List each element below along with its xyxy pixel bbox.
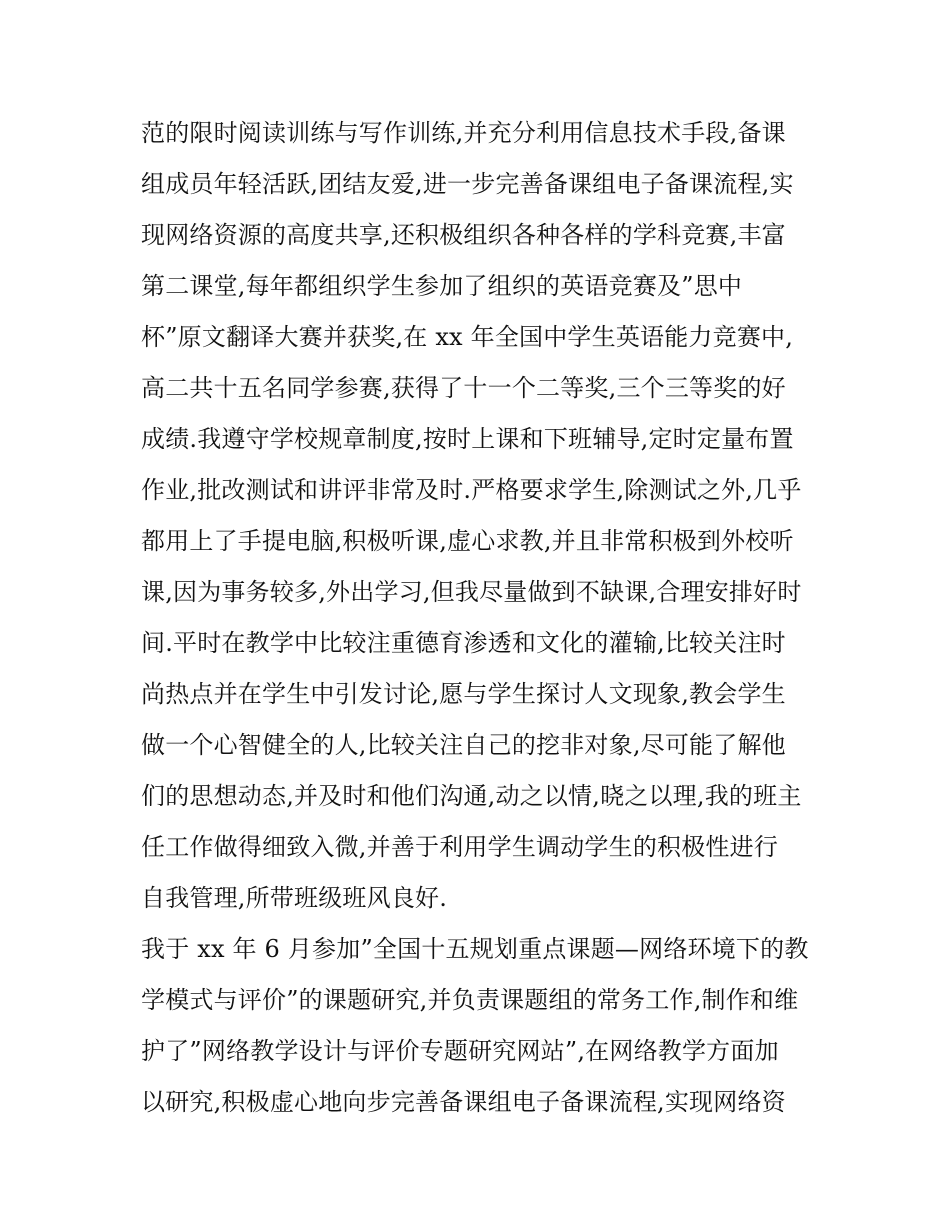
text-line: 做一个心智健全的人,比较关注自己的挖非对象,尽可能了解他 [141,731,786,759]
text-line: 成绩.我遵守学校规章制度,按时上课和下班辅导,定时定量布置 [141,425,794,453]
text-line: 们的思想动态,并及时和他们沟通,动之以情,晓之以理,我的班主 [141,782,802,810]
text-line: 以研究,积极虚心地向步完善备课组电子备课流程,实现网络资 [141,1088,786,1116]
text-line: 护了”网络教学设计与评价专题研究网站”,在网络教学方面加 [141,1037,779,1065]
text-line: 范的限时阅读训练与写作训练,并充分利用信息技术手段,备课 [141,119,786,147]
text-line: 组成员年轻活跃,团结友爱,进一步完善备课组电子备课流程,实 [141,170,794,198]
text-line: 自我管理,所带班级班风良好. [141,884,448,912]
text-line: 现网络资源的高度共享,还积极组织各种各样的学科竞赛,丰富 [141,221,786,249]
text-line: 间.平时在教学中比较注重德育渗透和文化的灌输,比较关注时 [141,629,786,657]
text-line: 作业,批改测试和讲评非常及时.严格要求学生,除测试之外,几乎 [141,476,802,504]
text-line: 课,因为事务较多,外出学习,但我尽量做到不缺课,合理安排好时 [141,578,802,606]
text-line: 尚热点并在学生中引发讨论,愿与学生探讨人文现象,教会学生 [141,680,786,708]
body-text [141,108,841,1128]
text-line: 学模式与评价”的课题研究,并负责课题组的常务工作,制作和维 [141,986,799,1014]
text-line: 我于 xx 年 6 月参加”全国十五规划重点课题—网络环境下的教 [141,935,809,963]
text-line: 杯”原文翻译大赛并获奖,在 xx 年全国中学生英语能力竞赛中, [141,323,794,351]
text-line: 都用上了手提电脑,积极听课,虚心求教,并且非常积极到外校听 [141,527,794,555]
text-line: 任工作做得细致入微,并善于利用学生调动学生的积极性进行 [141,833,779,861]
text-line: 高二共十五名同学参赛,获得了十一个二等奖,三个三等奖的好 [141,374,786,402]
text-line: 第二课堂,每年都组织学生参加了组织的英语竞赛及”思中 [141,272,743,300]
